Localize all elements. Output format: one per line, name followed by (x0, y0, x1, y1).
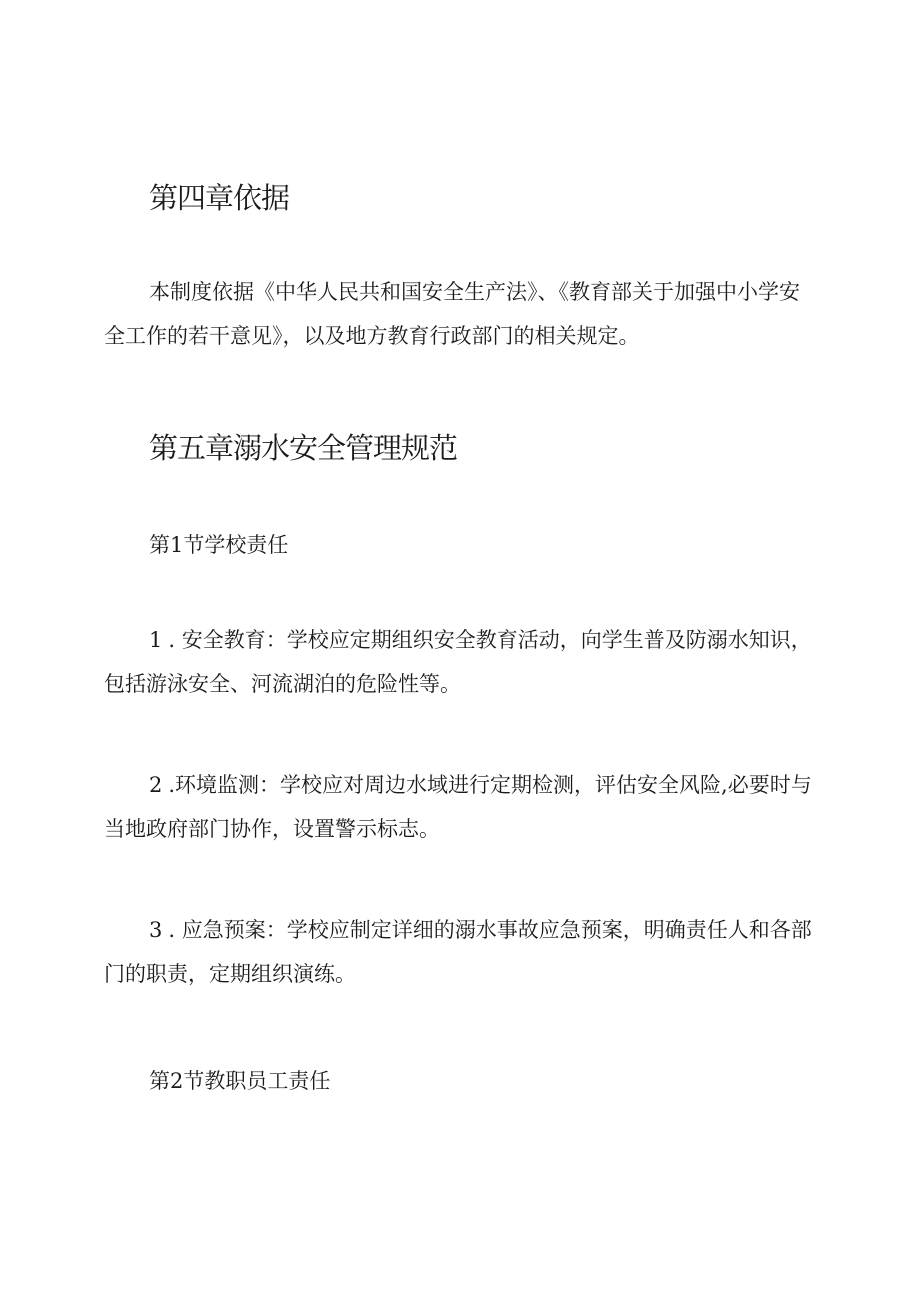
chapter-4-paragraph: 本制度依据《中华人民共和国安全生产法》、《教育部关于加强中小学安全工作的若干意见》，以及地方教育行政部门的相关规定。 (104, 280, 800, 348)
section-2-heading: 第2节教职员工责任 (149, 1069, 331, 1093)
list-item-3-text: . 应急预案：学校应制定详细的溺水事故应急预案，明确责任人和各部门的职责，定期组织演练。 (104, 918, 812, 986)
list-item-1 (104, 618, 820, 706)
chapter-5-heading: 第五章溺水安全管理规范 (149, 431, 458, 465)
list-item-2-text: .环境监测：学校应对周边水域进行定期检测，评估安全风险,必要时与当地政府部门协作，设置警示标志。 (104, 773, 812, 841)
list-item-3 (104, 908, 820, 996)
list-item-1-text: . 安全教育：学校应定期组织安全教育活动，向学生普及防溺水知识，包括游泳安全、河流湖泊的危险性等。 (104, 628, 812, 696)
list-item-2 (104, 763, 820, 851)
list-item-1-number: 1 (149, 628, 163, 652)
list-item-2-number: 2 (149, 773, 163, 797)
list-item-3-number: 3 (149, 918, 163, 942)
section-1-heading: 第1节学校责任 (149, 533, 289, 557)
chapter-4-heading: 第四章依据 (149, 181, 290, 215)
